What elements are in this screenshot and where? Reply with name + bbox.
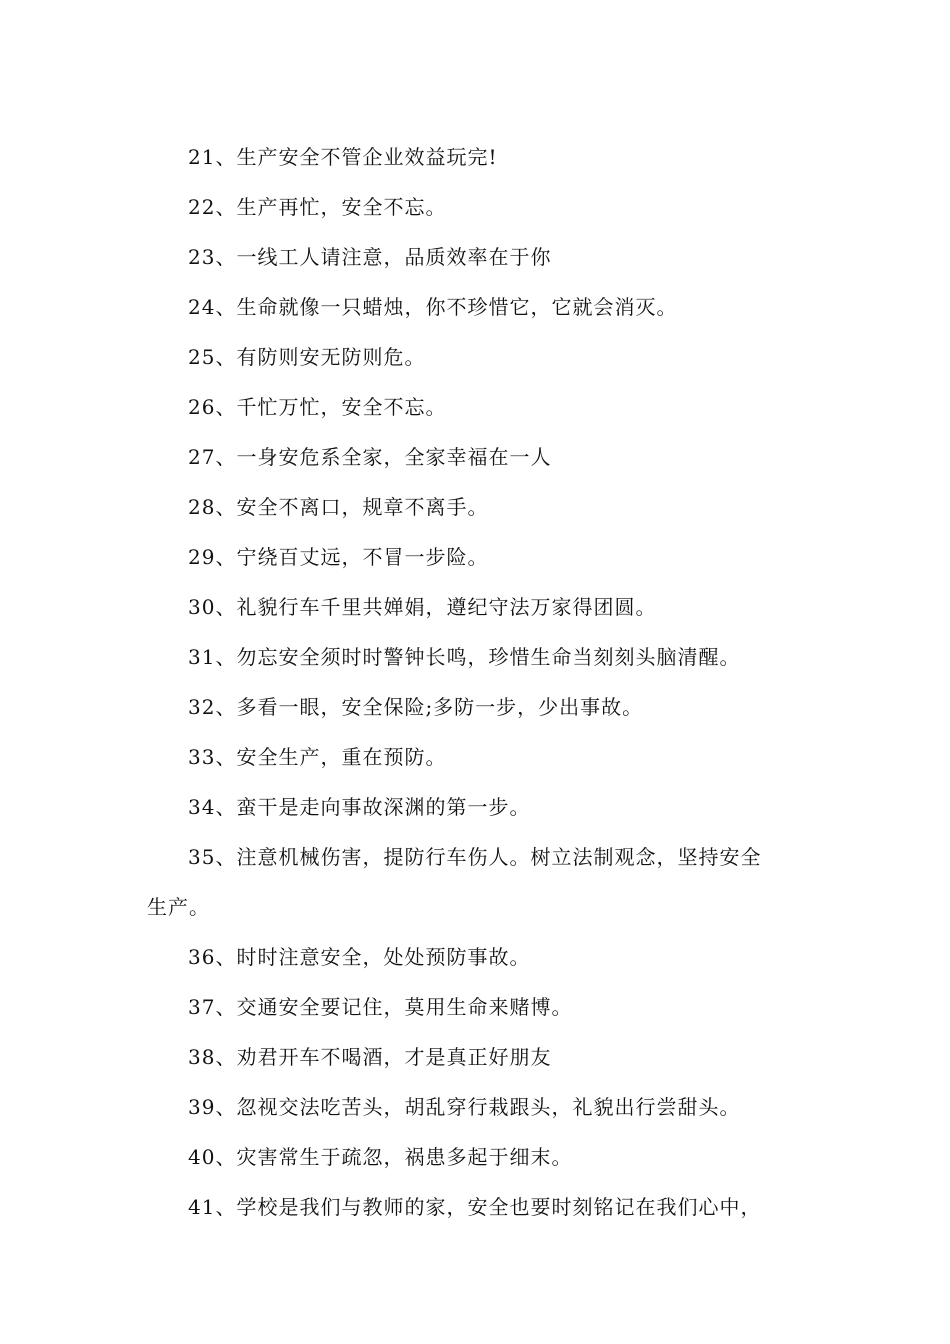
slogan-25: 25、有防则安无防则危。 xyxy=(188,345,426,369)
slogan-21: 21、生产安全不管企业效益玩完! xyxy=(188,145,498,169)
slogan-37: 37、交通安全要记住，莫用生命来赌博。 xyxy=(188,995,573,1019)
slogan-24: 24、生命就像一只蜡烛，你不珍惜它，它就会消灭。 xyxy=(188,295,678,319)
slogan-39: 39、忽视交法吃苦头，胡乱穿行栽跟头，礼貌出行尝甜头。 xyxy=(188,1095,741,1119)
slogan-35-continuation: 生产。 xyxy=(147,895,210,919)
slogan-33: 33、安全生产，重在预防。 xyxy=(188,745,447,769)
slogan-26: 26、千忙万忙，安全不忘。 xyxy=(188,395,447,419)
slogan-28: 28、安全不离口，规章不离手。 xyxy=(188,495,489,519)
slogan-36: 36、时时注意安全，处处预防事故。 xyxy=(188,945,531,969)
slogan-32: 32、多看一眼，安全保险;多防一步，少出事故。 xyxy=(188,695,644,719)
slogan-34: 34、蛮干是走向事故深渊的第一步。 xyxy=(188,795,531,819)
slogan-29: 29、宁绕百丈远，不冒一步险。 xyxy=(188,545,489,569)
slogan-22: 22、生产再忙，安全不忘。 xyxy=(188,195,447,219)
document-body xyxy=(147,132,809,1232)
slogan-40: 40、灾害常生于疏忽，祸患多起于细末。 xyxy=(188,1145,573,1169)
slogan-30: 30、礼貌行车千里共婵娟，遵纪守法万家得团圆。 xyxy=(188,595,657,619)
slogan-27: 27、一身安危系全家，全家幸福在一人 xyxy=(188,445,552,469)
slogan-35: 35、注意机械伤害，提防行车伤人。树立法制观念，坚持安全 xyxy=(188,845,762,869)
slogan-31: 31、勿忘安全须时时警钟长鸣，珍惜生命当刻刻头脑清醒。 xyxy=(188,645,741,669)
slogan-23: 23、一线工人请注意，品质效率在于你 xyxy=(188,245,552,269)
slogan-41: 41、学校是我们与教师的家，安全也要时刻铭记在我们心中， xyxy=(188,1195,762,1219)
slogan-38: 38、劝君开车不喝酒，才是真正好朋友 xyxy=(188,1045,552,1069)
